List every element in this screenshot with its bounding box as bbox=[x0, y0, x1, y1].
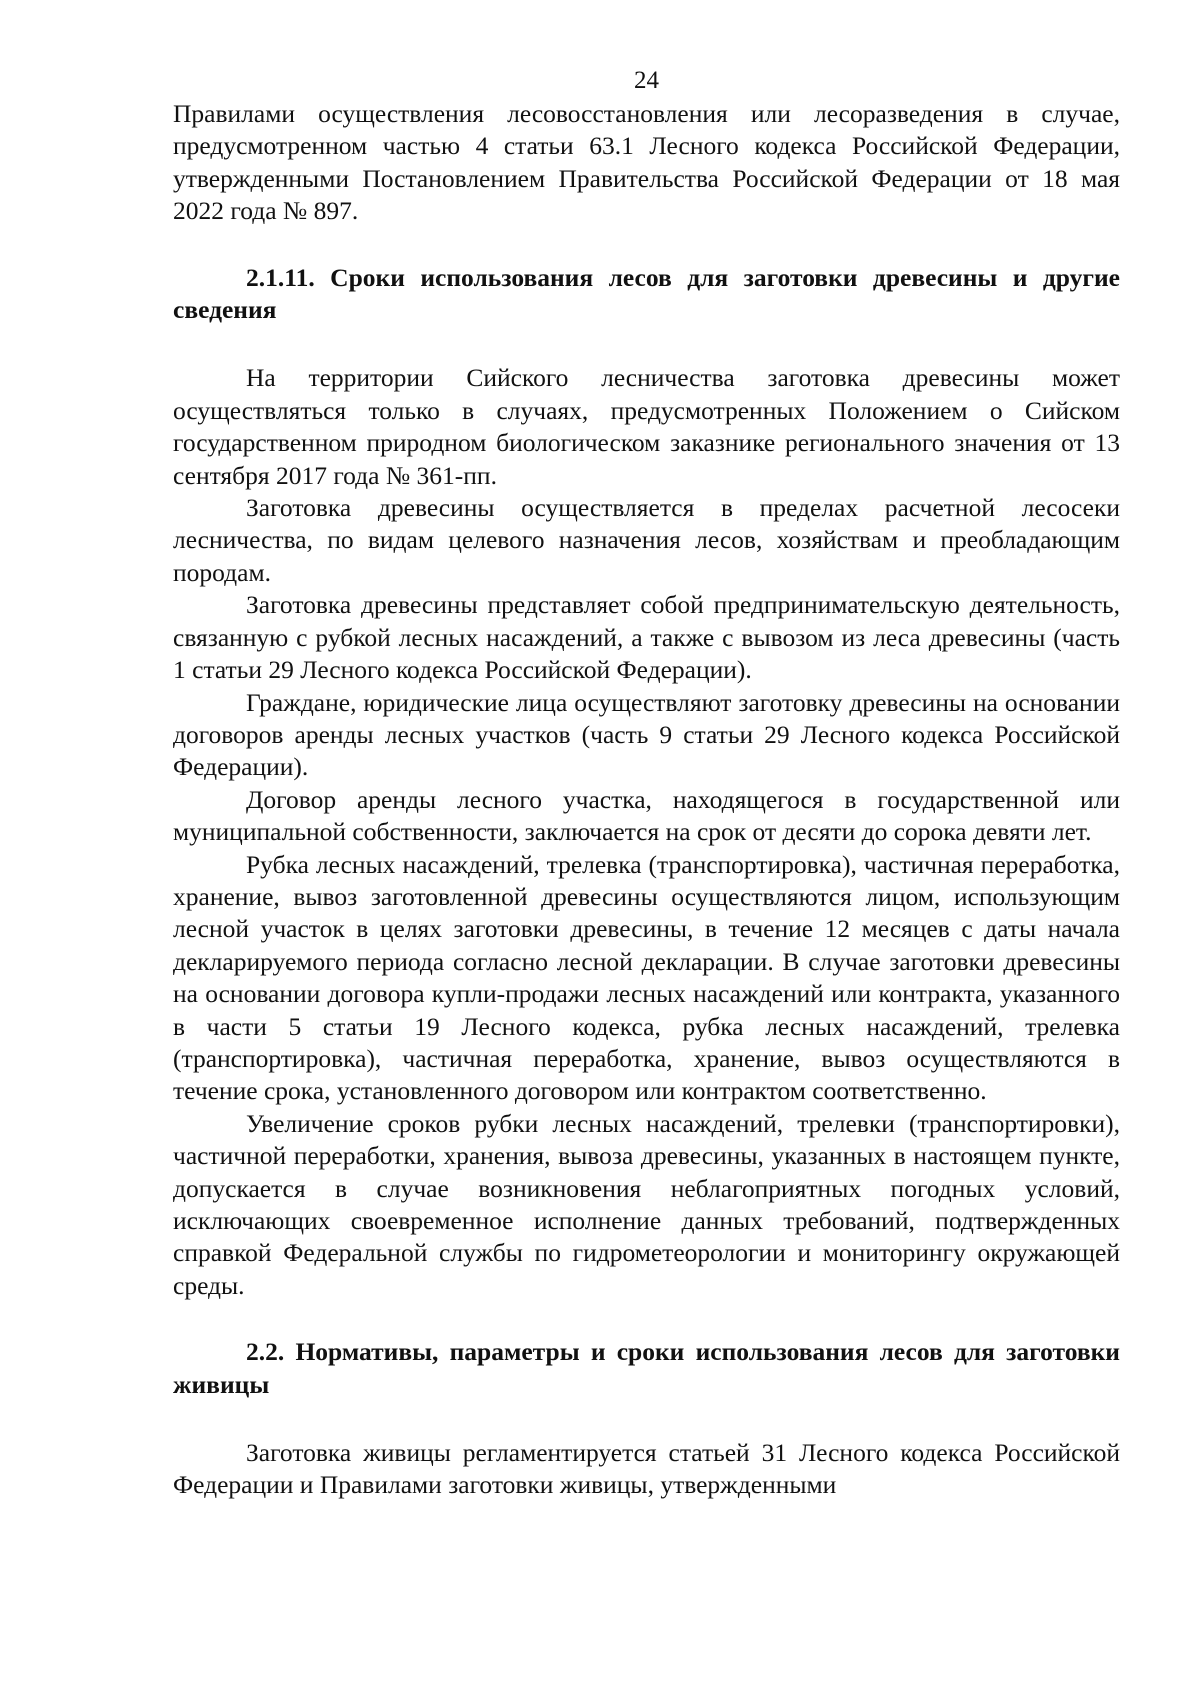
section-heading-2-1-11: 2.1.11. Сроки использования лесов для заготовки древесины и другие сведения bbox=[173, 262, 1120, 325]
paragraph: Заготовка древесины осуществляется в пределах расчетной лесосеки лесничества, по видам целевого назначения лесов, хозяйствам и преобладающим породам. bbox=[173, 493, 1120, 587]
page-number: 24 bbox=[634, 67, 659, 94]
intro-paragraph: Правилами осуществления лесовосстановления или лесоразведения в случае, предусмотренном частью 4 статьи 63.1 Лесного кодекса Российской Федерации, утвержденными Постановлением Правительства Российской Федерации от 18 мая 2022 года № 897. bbox=[173, 99, 1120, 226]
paragraph: Договор аренды лесного участка, находящегося в государственной или муниципальной собственности, заключается на срок от десяти до сорока девяти лет. bbox=[173, 784, 1120, 847]
paragraph: Заготовка живицы регламентируется статьей 31 Лесного кодекса Российской Федерации и Правилами заготовки живицы, утвержденными bbox=[173, 1438, 1120, 1500]
section-heading-2-2: 2.2. Нормативы, параметры и сроки использования лесов для заготовки живицы bbox=[173, 1337, 1120, 1399]
paragraph: Заготовка древесины представляет собой предпринимательскую деятельность, связанную с рубкой лесных насаждений, а также с вывозом из леса древесины (часть 1 статьи 29 Лесного кодекса Российской Федерации). bbox=[173, 590, 1120, 685]
document-page bbox=[173, 66, 1120, 1502]
paragraph: Граждане, юридические лица осуществляют заготовку древесины на основании договоров аренды лесных участков (часть 9 статьи 29 Лесного кодекса Российской Федерации). bbox=[173, 687, 1120, 782]
paragraph: На территории Сийского лесничества заготовка древесины может осуществляться только в случаях, предусмотренных Положением о Сийском государственном природном биологическом заказнике регионального значения от 13 сентября 2017 года № 361-пп. bbox=[173, 363, 1120, 490]
paragraph: Рубка лесных насаждений, трелевка (транспортировка), частичная переработка, хранение, вывоз заготовленной древесины осуществляются лицом, использующим лесной участок в целях заготовки древесины, в течение 12 месяцев с даты начала декларируемого периода согласно лесной декларации. В случае заготовки древесины на основании договора купли-продажи лесных насаждений или контракта, указанного в части 5 статьи 19 Лесного кодекса, рубка лесных насаждений, трелевка (транспортировка), частичная переработка, хранение, вывоз осуществляются в течение срока, установленного договором или контрактом соответственно. bbox=[173, 849, 1120, 1106]
paragraph: Увеличение сроков рубки лесных насаждений, трелевки (транспортировки), частичной переработки, хранения, вывоза древесины, указанных в настоящем пункте, допускается в случае возникновения неблагоприятных погодных условий, исключающих своевременное исполнение данных требований, подтвержденных справкой Федеральной службы по гидрометеорологии и мониторингу окружающей среды. bbox=[173, 1108, 1120, 1300]
